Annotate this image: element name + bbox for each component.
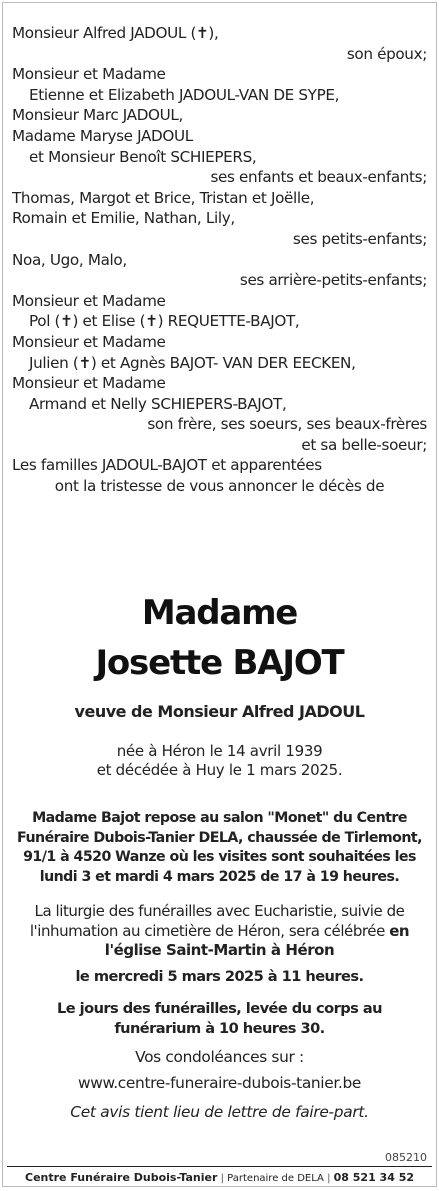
condolences-label: Vos condoléances sur : bbox=[135, 1048, 304, 1066]
liturgy-text: La liturgie des funérailles avec Eucharistie, suivie de l'inhumation au cimetière de Héron, sera célébrée bbox=[29, 902, 405, 940]
family-line: Les familles JADOUL-BAJOT et apparentées bbox=[12, 456, 322, 475]
family-line: ses petits-enfants; bbox=[292, 229, 427, 248]
visitation-paragraph: Madame Bajot repose au salon "Monet" du Centre Funéraire Dubois-Tanier DELA, chaussée de Tirlemont, 91/1 à 4520 Wanze où les visites sont souhaitées les lundi 3 et mardi 4 mars 2025 de 17 à 19 heures. bbox=[17, 810, 422, 885]
family-line: Romain et Emilie, Nathan, Lily, bbox=[12, 209, 235, 228]
family-line: Monsieur Marc JADOUL, bbox=[12, 106, 183, 125]
birth-line: née à Héron le 14 avril 1939 bbox=[116, 742, 323, 760]
family-line: Thomas, Margot et Brice, Tristan et Joëlle, bbox=[12, 188, 315, 207]
footer-bar bbox=[3, 1171, 436, 1184]
family-line: Madame Maryse JADOUL bbox=[12, 126, 193, 145]
footer-company: Centre Funéraire Dubois-Tanier bbox=[25, 1171, 218, 1184]
family-line: son époux; bbox=[346, 44, 427, 63]
family-line: Monsieur et Madame bbox=[12, 65, 166, 84]
family-line: Julien (✝) et Agnès BAJOT- VAN DER EECKEN, bbox=[29, 353, 356, 372]
footer-phone: 08 521 34 52 bbox=[333, 1171, 414, 1184]
family-line: ses arrière-petits-enfants; bbox=[239, 271, 427, 290]
condolences-url[interactable]: www.centre-funeraire-dubois-tanier.be bbox=[77, 1074, 362, 1092]
family-line: et sa belle-soeur; bbox=[301, 435, 427, 454]
family-line: Monsieur et Madame bbox=[12, 291, 166, 310]
family-list bbox=[12, 23, 427, 497]
liturgy-date: le mercredi 5 mars 2025 à 11 heures. bbox=[75, 968, 364, 985]
footer-separator: | bbox=[327, 1173, 334, 1184]
death-line: et décédée à Huy le 1 mars 2025. bbox=[96, 761, 343, 779]
family-line: Noa, Ugo, Malo, bbox=[12, 250, 127, 269]
footer-partner: Partenaire de DELA bbox=[227, 1173, 324, 1184]
family-line: Monsieur Alfred JADOUL (✝), bbox=[12, 24, 219, 42]
family-line: Armand et Nelly SCHIEPERS-BAJOT, bbox=[29, 394, 287, 413]
family-line: son frère, ses soeurs, ses beaux-frères bbox=[147, 415, 427, 434]
family-line: ont la tristesse de vous annoncer le décès de bbox=[54, 477, 385, 496]
faire-part-note: Cet avis tient lieu de lettre de faire-part. bbox=[70, 1103, 369, 1121]
liturgy-paragraph bbox=[23, 902, 416, 961]
deceased-title: Madame bbox=[141, 593, 298, 633]
liturgy-place: en l'église Saint-Martin à Héron bbox=[104, 921, 410, 959]
footer-divider bbox=[7, 1166, 432, 1167]
family-line: et Monsieur Benoît SCHIEPERS, bbox=[29, 147, 257, 166]
obituary-notice bbox=[2, 2, 437, 1187]
reference-number: 085210 bbox=[385, 1151, 427, 1164]
family-line: Monsieur et Madame bbox=[12, 332, 166, 351]
family-line: Pol (✝) et Elise (✝) REQUETTE-BAJOT, bbox=[29, 312, 300, 331]
widow-of-line: veuve de Monsieur Alfred JADOUL bbox=[74, 702, 365, 721]
family-line: ses enfants et beaux-enfants; bbox=[210, 168, 427, 187]
family-line: Monsieur et Madame bbox=[12, 374, 166, 393]
funeral-day-paragraph: Le jours des funérailles, levée du corps au funérarium à 10 heures 30. bbox=[57, 1000, 382, 1037]
deceased-name: Josette BAJOT bbox=[95, 643, 344, 683]
footer-separator: | bbox=[220, 1173, 228, 1184]
family-line: Etienne et Elizabeth JADOUL-VAN DE SYPE, bbox=[29, 85, 340, 104]
